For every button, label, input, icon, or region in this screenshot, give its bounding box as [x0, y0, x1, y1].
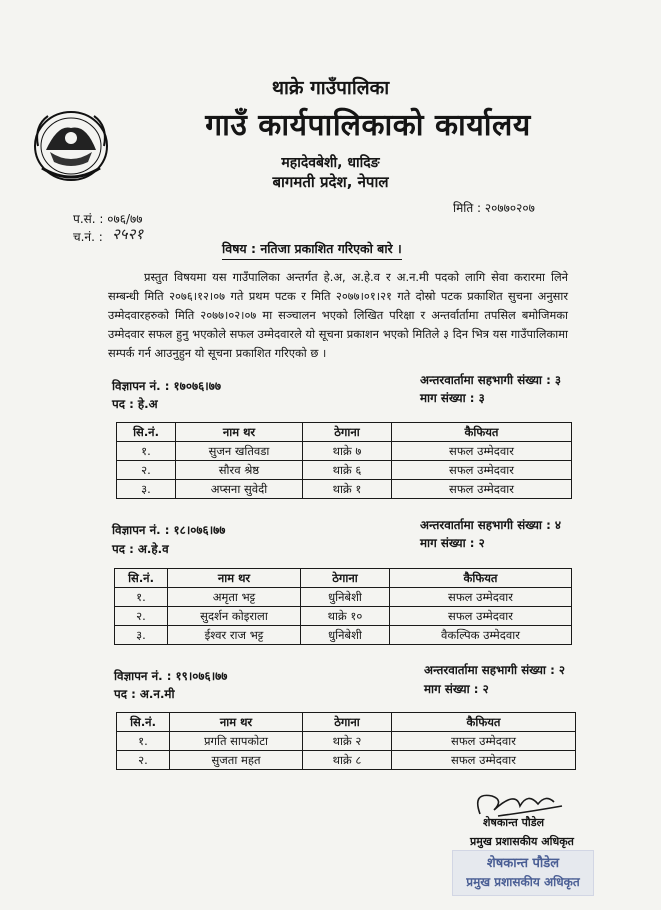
table-header-row	[117, 423, 572, 442]
cell-serial: २.	[115, 607, 168, 626]
address-line-2: बागमती प्रदेश, नेपाल	[272, 173, 389, 191]
table-row	[117, 732, 576, 751]
col-header-name: नाम थर	[168, 569, 301, 588]
cell-remarks: सफल उम्मेदवार	[392, 480, 572, 499]
col-header-address: ठेगाना	[301, 569, 390, 588]
cell-name: प्रगति सापकोटा	[170, 732, 303, 751]
table-header-row	[115, 569, 572, 588]
result-table	[116, 422, 572, 499]
cell-remarks: सफल उम्मेदवार	[392, 461, 572, 480]
demand-count: माग संख्या : ३	[420, 391, 485, 405]
demand-count: माग संख्या : २	[424, 682, 489, 696]
table-row	[115, 588, 572, 607]
advertisement-number: विज्ञापन नं. : १७०७६।७७	[112, 379, 221, 393]
cell-address: थाक्रे २	[303, 732, 392, 751]
table-row	[115, 626, 572, 645]
col-header-serial: सि.नं.	[115, 569, 168, 588]
post-name: पद : अ.हे.व	[112, 542, 169, 556]
advertisement-number: विज्ञापन नं. : १९।०७६।७७	[114, 669, 228, 683]
cell-address: थाक्रे १०	[301, 607, 390, 626]
table-row	[117, 461, 572, 480]
cell-name: ईश्वर राज भट्ट	[168, 626, 301, 645]
cell-address: थाक्रे १	[303, 480, 392, 499]
letter-ps-number: प.सं. : ०७६/७७	[73, 212, 143, 226]
col-header-address: ठेगाना	[303, 713, 392, 732]
cell-remarks: सफल उम्मेदवार	[392, 442, 572, 461]
col-header-remarks: कैफियत	[390, 569, 572, 588]
post-name: पद : अ.न.मी	[114, 687, 175, 701]
table-row	[117, 480, 572, 499]
cell-serial: ३.	[115, 626, 168, 645]
post-name: पद : हे.अ	[112, 397, 158, 411]
advertisement-number: विज्ञापन नं. : १८।०७६।७७	[112, 523, 226, 537]
cell-name: सुजन खतिवडा	[176, 442, 303, 461]
cell-address: धुनिबेशी	[301, 626, 390, 645]
table-row	[117, 751, 576, 770]
result-table	[116, 712, 576, 770]
municipality-name: थाक्रे गाउँपालिका	[271, 77, 390, 99]
letter-date: मिति : २०७७०२०७	[453, 201, 535, 215]
cell-remarks: सफल उम्मेदवार	[392, 751, 576, 770]
stamp-name: शेषकान्त पौडेल	[486, 856, 560, 871]
result-table	[114, 568, 572, 645]
cell-address: थाक्रे ६	[303, 461, 392, 480]
col-header-serial: सि.नं.	[117, 713, 170, 732]
address-line-1: महादेवबेशी, धादिङ	[281, 155, 380, 171]
cell-serial: ३.	[117, 480, 176, 499]
cell-remarks: सफल उम्मेदवार	[390, 607, 572, 626]
table-row	[115, 607, 572, 626]
subject-line: विषय : नतिजा प्रकाशित गरिएको बारे ।	[222, 240, 402, 260]
stamp-title: प्रमुख प्रशासकीय अधिकृत	[466, 875, 580, 889]
cell-serial: १.	[115, 588, 168, 607]
interview-count: अन्तरवार्तामा सहभागी संख्या : २	[424, 663, 566, 677]
col-header-remarks: कैफियत	[392, 423, 572, 442]
notice-body: प्रस्तुत विषयमा यस गाउँपालिका अन्तर्गत हे.अ, अ.हे.व र अ.न.मी पदको लागि सेवा करारमा लिने सम्बन्धी मिति २०७६।१२।०७ गते प्रथम पटक र मिति २०७७।०१।२१ गते दोस्रो पटक प्रकाशित सुचना अनुसार उम्मेदवारहरुको मिति २०७७।०२।०७ मा सञ्चालन भएको लिखित परिक्षा र अन्तर्वार्तामा तपसिल बमोजिमका उम्मेदवार सफल हुनु भएकोले सफल उम्मेदवारले यो सूचना प्रकाशन भएको मितिले ३ दिन भित्र यस गाउँपालिकामा सम्पर्क गर्न आउनुहुन यो सूचना प्रकाशित गरिएको छ ।	[108, 270, 568, 360]
cell-name: अप्सना सुवेदी	[176, 480, 303, 499]
cell-address: धुनिबेशी	[301, 588, 390, 607]
cell-name: सौरव श्रेष्ठ	[176, 461, 303, 480]
cell-name: सुजता महत	[170, 751, 303, 770]
letter-chn-handwritten: २५२१	[112, 225, 144, 243]
cell-serial: २.	[117, 751, 170, 770]
cell-remarks: सफल उम्मेदवार	[392, 732, 576, 751]
official-stamp	[452, 850, 594, 896]
table-header-row	[117, 713, 576, 732]
cell-serial: १.	[117, 442, 176, 461]
col-header-serial: सि.नं.	[117, 423, 176, 442]
table-row	[117, 442, 572, 461]
cell-serial: १.	[117, 732, 170, 751]
col-header-address: ठेगाना	[303, 423, 392, 442]
cell-remarks: वैकल्पिक उम्मेदवार	[390, 626, 572, 645]
signatory-name: शेषकान्त पौडेल	[483, 816, 545, 829]
col-header-name: नाम थर	[170, 713, 303, 732]
col-header-name: नाम थर	[176, 423, 303, 442]
cell-remarks: सफल उम्मेदवार	[390, 588, 572, 607]
letter-chn-label: च.नं. :	[73, 230, 103, 244]
cell-name: सुदर्शन कोइराला	[168, 607, 301, 626]
demand-count: माग संख्या : २	[420, 536, 485, 550]
interview-count: अन्तरवार्तामा सहभागी संख्या : ४	[420, 518, 562, 532]
cell-address: थाक्रे ७	[303, 442, 392, 461]
signatory-title: प्रमुख प्रशासकीय अधिकृत	[470, 835, 574, 848]
cell-name: अमृता भट्ट	[168, 588, 301, 607]
interview-count: अन्तरवार्तामा सहभागी संख्या : ३	[420, 373, 562, 387]
cell-serial: २.	[117, 461, 176, 480]
office-name: गाउँ कार्यपालिकाको कार्यालय	[205, 108, 531, 143]
col-header-remarks: कैफियत	[392, 713, 576, 732]
cell-address: थाक्रे ८	[303, 751, 392, 770]
